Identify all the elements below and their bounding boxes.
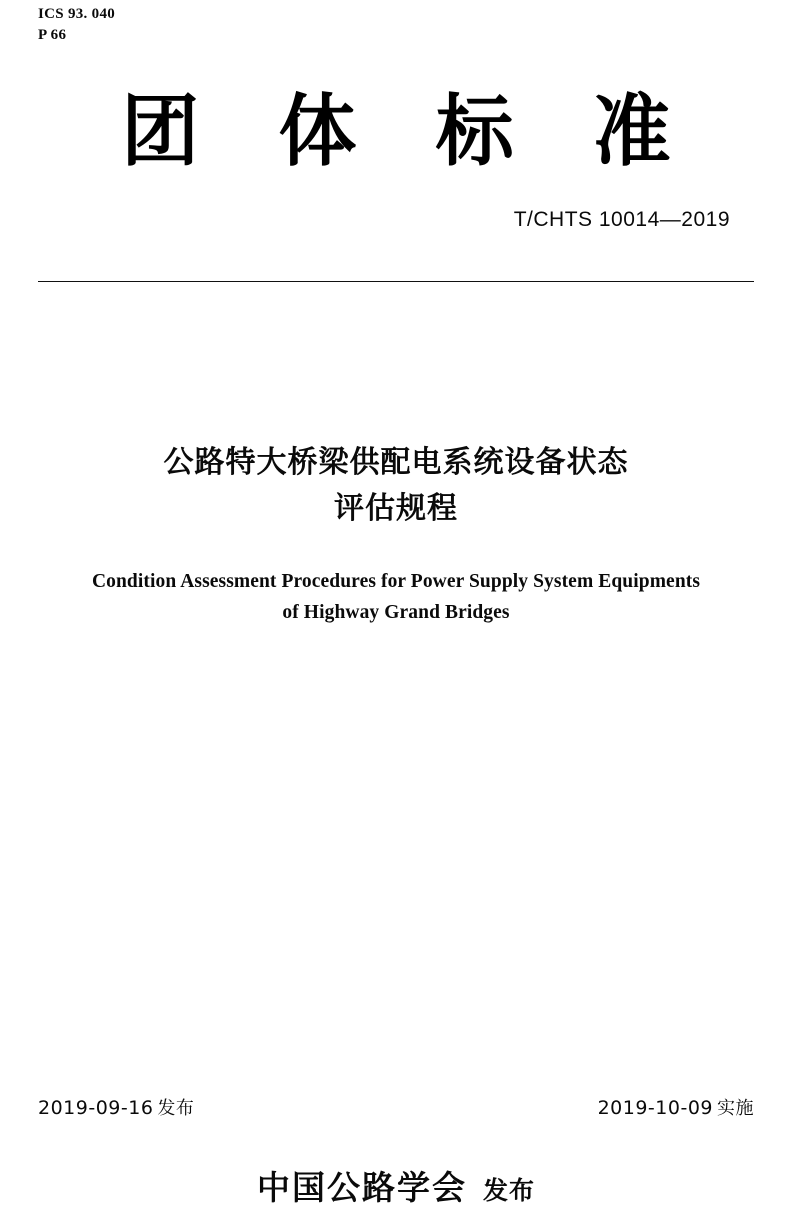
document-type-headline: 团 体 标 准 [121,87,697,177]
publisher-name: 中国公路学会 [256,1168,467,1207]
ics-code: ICS 93. 040 [38,6,116,22]
issue-date-value: 2019-09-16 [38,1097,154,1119]
classification-codes [38,4,115,46]
date-row [38,1094,754,1120]
page-title-english [22,566,770,628]
page-title-chinese [70,440,722,532]
effective-date-value: 2019-10-09 [597,1097,713,1119]
issue-date-label: 发布 [157,1098,195,1119]
page-title-chinese-line2: 评估规程 [334,491,458,526]
publisher-verb: 发布 [482,1176,535,1205]
classification-code: P 66 [38,27,67,43]
page-title-chinese-line1: 公路特大桥梁供配电系统设备状态 [163,445,629,480]
issue-date [38,1094,194,1120]
page-title-english-line1: Condition Assessment Procedures for Power Supply System Equipments [91,571,701,592]
effective-date [598,1094,754,1120]
effective-date-label: 实施 [717,1098,754,1119]
page-title-english-line2: of Highway Grand Bridges [282,602,510,623]
publisher-line [0,1162,792,1209]
standard-number: T/CHTS 10014—2019 [513,208,730,231]
horizontal-divider [38,281,754,282]
